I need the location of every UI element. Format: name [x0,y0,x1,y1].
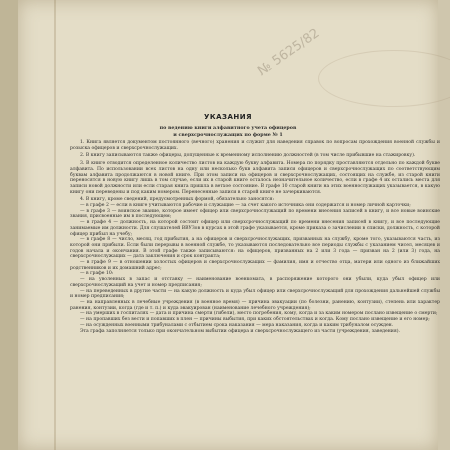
paragraph-6: — в графе 3 — воинское звание, которое имеет офицер или сверхсрочнослужащий по времени внесения записей в книгу, и все новые воинские звания, присвоенные им в последующем; [70,208,440,220]
binding-edge [0,0,18,450]
paragraph-17: Эта графа заполняется только при окончательном выбытии офицера и сверхсрочнослужащего из части (учреждения, заведения). [80,328,400,334]
paragraph-9: — в графе 9 — в отношении холостых офицеров и сверхсрочнослужащих — фамилия, имя и отчество отца, матери или одного из ближайших родственников и их домашний адрес; [70,260,440,271]
document-body [70,140,440,334]
paragraph-13: — на направленных в лечебные учреждения (в военное время) — причина эвакуации (по болезни, ранению, контузии), степень или характер ранения, контузии, когда (где и т. п.) и куда эвакуирован (наименование лечебного учреждения); [70,299,440,311]
paragraph-4: 4. В книгу, кроме сведений, предусмотренных формой, обязательно заносятся: [80,197,275,203]
paragraph-3: 3. В книге отводится определенное количество листов на каждую букву алфавита. Номера по порядку проставляются отдельно по каждой букве алфавита. По использовании всех листов на одну или несколько букв алфавита записи офицеров и сверхсрочнослужащих по соответствующим буквам алфавита продолжаются в новой книге. При этом записи на офицеров и сверхсрочнослужащих, состоящих на службе, из старой книги переносятся в новую книгу лишь в том случае, если их в старой книге осталось незначительное количество, если в графе 4 их остались места для записи новой должности или если старая книга пришла в ветхое состояние. В графе 10 старой книги на этих военнослужащих указывается, в какую книгу они переведены и под каким номером. Перенесенные записи в старой книге не зачеркиваются. [70,161,440,195]
paragraph-12: — на переведенных в другие части — на какую должность и куда убыл офицер или сверхсрочнослужащий для прохождения дальнейшей службы и номер предписания; [70,288,440,300]
paragraph-15: — на пропавших без вести и попавших в плен — причины выбытия, при каких обстоятельствах и когда. Кому послано извещение и его номер; [80,317,430,323]
document-subtitle-line2: и сверхсрочнослужащих по форме № 1 [173,132,283,138]
faded-stamp [318,50,450,107]
paragraph-14: — на умерших в госпиталях — дата и причина смерти (гибели), место погребения, кому, когда и за каким номером послано извещение о смерти; [80,311,438,317]
paragraph-10: — в графе 10: [80,271,114,277]
paragraph-2: 2. В книгу записываются также офицеры, допущенные к временному исполнению должностей (в том числе прибывшие на стажировку). [80,153,416,159]
paragraph-5: — в графе 2 — если в книге учитываются рабочие и служащие — за счет какого источника они содержатся и номер личной карточки; [80,203,411,209]
paragraph-1: 1. Книга является документом постоянного (вечного) хранения и служит для наведения справок по вопросам прохождения военной службы и розыска офицеров и сверхсрочнослужащих. [70,140,440,151]
document-page [18,0,438,450]
paragraph-16: — на осужденных военными трибуналами с отбытием срока наказания — мера наказания, когда и каким трибуналом осужден. [80,322,394,328]
handwritten-number: № 5625/82 [255,25,323,80]
paragraph-8: — в графе 8 — число, месяц, год прибытия, а на офицеров и сверхсрочнослужащих, призванных на службу, кроме того, указываются часть, из которой они прибыли. Если были перерывы в военной службе, то указываются последовательно все периоды службы с указанием чисел, месяцев и годов начала и окончания. В этой графе также записываются: на офицеров, призванных на 2 или 3 года — призван на 2 (или 3) года, на сверхсрочнослужащих — дата заключения и срок контракта; [70,237,440,260]
document-title: УКАЗАНИЯ [203,113,253,121]
page-fold [54,0,56,450]
paragraph-7: — в графе 4 — должность, на которой состоит офицер или сверхсрочнослужащий по времени внесения записей в книгу, и все последующие занимаемые им должности. Для слушателей ВВУЗов в курсах в этой графе указывается, кроме приказа о зачислении в списки, должность, с которой офицер прибыл на учебу; [70,220,440,237]
paragraph-11: — на уволенных в запас и отставку — наименование военкомата, в распоряжение которого они убыли, куда убыл офицер или сверхсрочнослужащий на учет и номер предписания; [70,277,440,288]
document-subtitle-line1: по ведению книги алфавитного учета офицеров [159,125,297,131]
